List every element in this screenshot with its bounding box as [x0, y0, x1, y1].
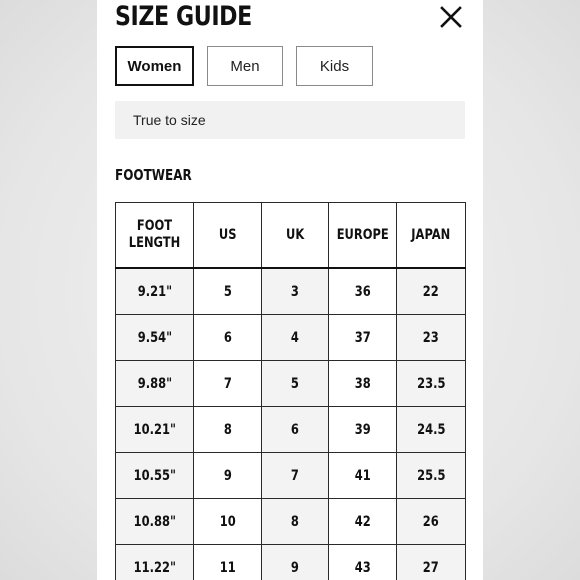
cell-us: 6: [194, 315, 262, 361]
cell-uk: 8: [262, 499, 329, 545]
section-title: FOOTWEAR: [115, 166, 192, 184]
cell-uk: 7: [262, 453, 329, 499]
tab-women[interactable]: Women: [115, 46, 194, 86]
cell-uk: 3: [262, 268, 329, 315]
fit-note: True to size: [115, 101, 465, 139]
cell-uk: 4: [262, 315, 329, 361]
table-row: [116, 361, 466, 407]
cell-uk: 5: [262, 361, 329, 407]
cell-japan: 26: [397, 499, 466, 545]
cell-uk: 6: [262, 407, 329, 453]
table-row: [116, 315, 466, 361]
cell-us: 10: [194, 499, 262, 545]
cell-us: 7: [194, 361, 262, 407]
cell-japan: 24.5: [397, 407, 466, 453]
cell-europe: 37: [329, 315, 397, 361]
cell-europe: 43: [329, 545, 397, 580]
cell-us: 9: [194, 453, 262, 499]
column-header-foot-length: FOOT LENGTH: [116, 203, 194, 269]
cell-us: 5: [194, 268, 262, 315]
cell-uk: 9: [262, 545, 329, 580]
tab-kids[interactable]: Kids: [296, 46, 373, 86]
size-table: [115, 202, 466, 580]
tab-men[interactable]: Men: [207, 46, 283, 86]
size-guide-panel: [97, 0, 483, 580]
page-title: SIZE GUIDE: [115, 1, 252, 32]
table-row: [116, 407, 466, 453]
cell-foot-length: 10.21": [116, 407, 194, 453]
cell-europe: 39: [329, 407, 397, 453]
cell-foot-length: 11.22": [116, 545, 194, 580]
cell-foot-length: 9.21": [116, 268, 194, 315]
cell-europe: 36: [329, 268, 397, 315]
cell-us: 8: [194, 407, 262, 453]
cell-us: 11: [194, 545, 262, 580]
table-row: [116, 453, 466, 499]
cell-foot-length: 10.88": [116, 499, 194, 545]
cell-japan: 23: [397, 315, 466, 361]
cell-europe: 38: [329, 361, 397, 407]
column-header-uk: UK: [262, 203, 329, 269]
cell-japan: 27: [397, 545, 466, 580]
table-header-row: [116, 203, 466, 269]
cell-japan: 25.5: [397, 453, 466, 499]
cell-japan: 23.5: [397, 361, 466, 407]
close-button[interactable]: [438, 4, 464, 30]
cell-foot-length: 10.55": [116, 453, 194, 499]
table-row: [116, 545, 466, 580]
cell-japan: 22: [397, 268, 466, 315]
cell-europe: 42: [329, 499, 397, 545]
cell-europe: 41: [329, 453, 397, 499]
column-header-europe: EUROPE: [329, 203, 397, 269]
column-header-japan: JAPAN: [397, 203, 466, 269]
column-header-us: US: [194, 203, 262, 269]
cell-foot-length: 9.54": [116, 315, 194, 361]
close-icon: [438, 4, 464, 30]
table-row: [116, 268, 466, 315]
table-row: [116, 499, 466, 545]
cell-foot-length: 9.88": [116, 361, 194, 407]
